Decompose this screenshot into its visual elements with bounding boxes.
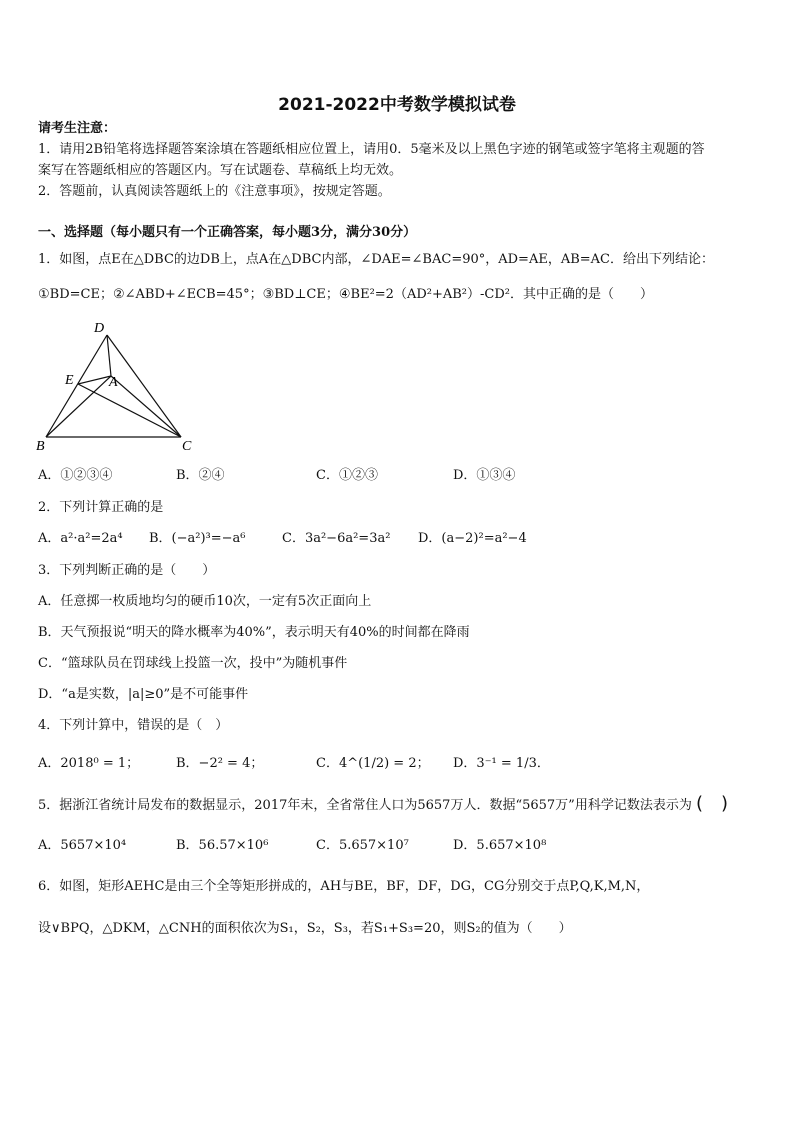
q2-option-a[interactable]: A．a²·a²=2a⁴ xyxy=(38,531,123,546)
q1-option-d[interactable]: D．①③④ xyxy=(453,468,516,483)
q1-conclusions: ①BD=CE；②∠ABD+∠ECB=45°；③BD⊥CE；④BE²=2（AD²+AB²）-CD²．其中正确的是（ ） xyxy=(38,287,653,302)
label-B: B xyxy=(36,439,45,454)
q4-option-a[interactable]: A．2018⁰ = 1； xyxy=(38,756,140,771)
q5-option-b[interactable]: B．56.57×10⁶ xyxy=(176,838,269,853)
label-E: E xyxy=(65,373,74,388)
q1-stem: 1．如图，点E在△DBC的边DB上，点A在△DBC内部，∠DAE=∠BAC=90°，AD=AE，AB=AC．给出下列结论： xyxy=(38,252,715,267)
notice-item-1-cont: 案写在答题纸相应的答题区内。写在试题卷、草稿纸上均无效。 xyxy=(38,163,403,178)
page-title: 2021-2022中考数学模拟试卷 xyxy=(278,95,516,115)
q5-stem-text: 5．据浙江省统计局发布的数据显示，2017年末，全省常住人口为5657万人．数据“5657万”用科学记数法表示为 xyxy=(38,798,692,813)
q2-option-d[interactable]: D．(a−2)²=a²−4 xyxy=(418,531,527,546)
q5-option-a[interactable]: A．5657×10⁴ xyxy=(38,838,127,853)
section-heading: 一、选择题（每小题只有一个正确答案，每小题3分，满分30分） xyxy=(38,225,417,240)
q4-option-d[interactable]: D．3⁻¹ = 1/3． xyxy=(453,756,550,771)
q6-line-2: 设∨BPQ，△DKM，△CNH的面积依次为S₁，S₂，S₃，若S₁+S₃=20，则S₂的值为（ ） xyxy=(38,921,572,936)
label-C: C xyxy=(182,439,192,454)
label-D: D xyxy=(94,321,105,336)
q2-option-c[interactable]: C．3a²−6a²=3a² xyxy=(282,531,391,546)
q1-option-b[interactable]: B．②④ xyxy=(176,468,225,483)
q1-triangle-figure xyxy=(30,318,210,458)
q5-option-c[interactable]: C．5.657×10⁷ xyxy=(316,838,409,853)
q1-option-c[interactable]: C．①②③ xyxy=(316,468,378,483)
q3-option-b[interactable]: B．天气预报说“明天的降水概率为40%”，表示明天有40%的时间都在降雨 xyxy=(38,625,470,640)
notice-heading: 请考生注意： xyxy=(38,121,117,136)
q5-stem xyxy=(38,795,728,815)
q4-option-b[interactable]: B．−2² = 4； xyxy=(176,756,264,771)
q3-option-a[interactable]: A．任意掷一枚质地均匀的硬币10次，一定有5次正面向上 xyxy=(38,594,372,609)
q4-option-c[interactable]: C．4^(1/2) = 2； xyxy=(316,756,430,771)
notice-item-1: 1．请用2B铅笔将选择题答案涂填在答题纸相应位置上，请用0．5毫米及以上黑色字迹的钢笔或签字笔将主观题的答 xyxy=(38,142,705,157)
q3-stem: 3．下列判断正确的是（ ） xyxy=(38,563,216,578)
q6-line-1: 6．如图，矩形AEHC是由三个全等矩形拼成的，AH与BE，BF，DF，DG，CG分别交于点P,Q,K,M,N， xyxy=(38,879,650,894)
q2-option-b[interactable]: B．(−a²)³=−a⁶ xyxy=(149,531,246,546)
q1-option-a[interactable]: A．①②③④ xyxy=(38,468,113,483)
notice-item-2: 2．答题前，认真阅读答题纸上的《注意事项》，按规定答题。 xyxy=(38,184,391,199)
label-A: A xyxy=(109,375,118,390)
q4-stem: 4．下列计算中，错误的是（ ） xyxy=(38,718,229,733)
q5-option-d[interactable]: D．5.657×10⁸ xyxy=(453,838,547,853)
q3-option-c[interactable]: C．“篮球队员在罚球线上投篮一次，投中”为随机事件 xyxy=(38,656,348,671)
answer-paren: ( ) xyxy=(695,793,729,814)
q3-option-d[interactable]: D．“a是实数，|a|≥0”是不可能事件 xyxy=(38,687,249,702)
q2-stem: 2．下列计算正确的是 xyxy=(38,500,164,515)
